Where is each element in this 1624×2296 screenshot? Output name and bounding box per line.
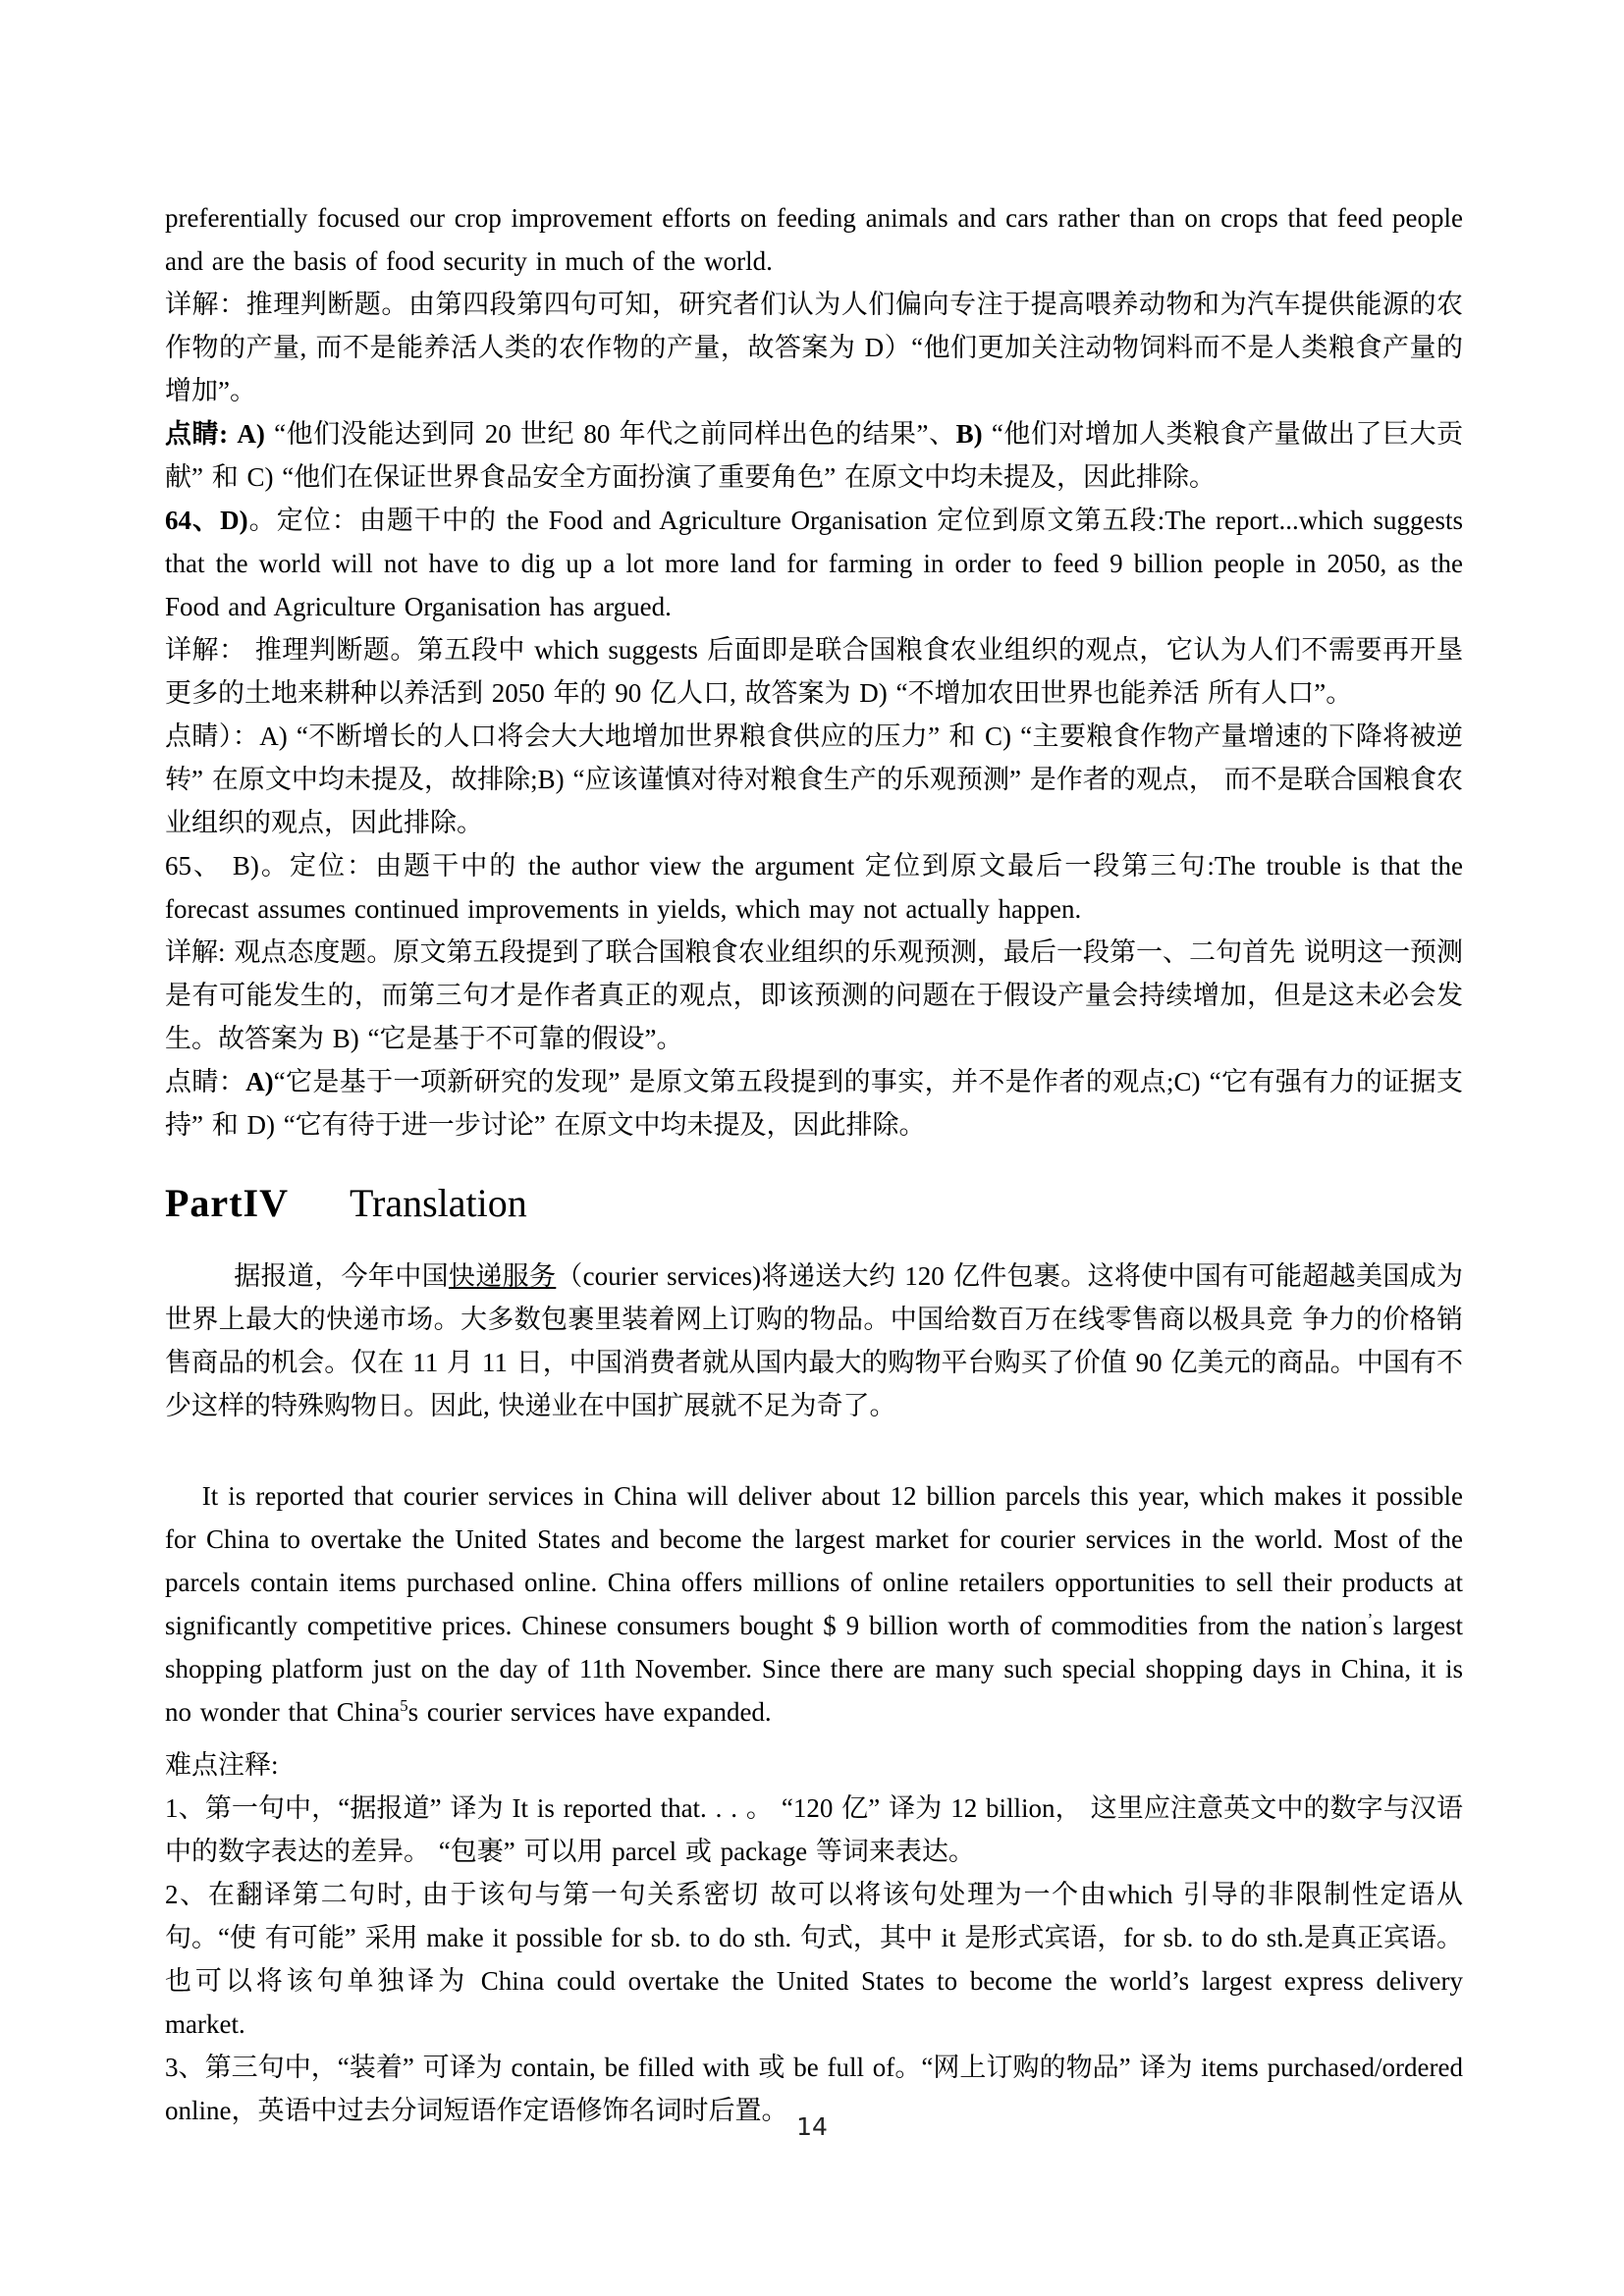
text-run: “它是基于一项新研究的发现” 是原文第五段提到的事实，并不是作者的观点;C) “它有强有力的证据支持” 和 D) “它有待于进一步讨论” 在原文中均未提及，因此排除。 xyxy=(165,1067,1464,1140)
q65-answer-location xyxy=(165,844,1463,931)
text-run: It is reported that courier services in China will deliver about 12 billion parcels this year, which makes it possible for China to overtake the United States and become the largest market for courier services in the world. Most of the parcels contain items purchased online. China offers millions of online retailers opportunities to sell their products at significantly competitive prices. Chinese consumers bought $ 9 billion worth of commodities from the nation xyxy=(165,1481,1463,1640)
page-content xyxy=(165,196,1463,2132)
text-run: 据报道，今年中国 xyxy=(234,1261,449,1291)
translation-target-english xyxy=(165,1474,1463,1734)
q63-detailed-explanation xyxy=(165,283,1463,412)
text-run: A) xyxy=(245,1067,274,1096)
text-run: 3、第三句中，“装着” 可译为 contain, be filled with 或 be full of。“网上订购的物品” 译为 items purchased/ordered online，英语中过去分词短语作定语修饰名词时后置。 xyxy=(165,2053,1463,2125)
text-run: 难点注释: xyxy=(165,1750,279,1780)
text-run: “他们没能达到同 20 世纪 80 年代之前同样出色的结果”、 xyxy=(264,419,956,449)
text-run: s courier services have expanded. xyxy=(407,1697,772,1727)
text-run: 。定位：由题干中的 the Food and Agriculture Organisation 定位到原文第五段:The report...which suggests that the world will not have to dig up a lot more land for farming in order to feed 9 billion people in 2050, as the Food and Agriculture Organisation has argued. xyxy=(165,506,1463,621)
note-1 xyxy=(165,1787,1463,1873)
text-run: preferentially focused our crop improvement efforts on feeding animals and cars rather than on crops that feed people and are the basis of food security in much of the world. xyxy=(165,203,1463,276)
q64-tips xyxy=(165,715,1463,844)
text-run: 2、在翻译第二句时, 由于该句与第一句关系密切 故可以将该句处理为一个由which 引导的非限制性定语从句。“使 有可能” 采用 make it possible for sb. to do sth. 句式，其中 it 是形式宾语，for sb. to do sth.是真正宾语。也可以将该句单独译为 China could overtake the United States to become the world’s largest express delivery market. xyxy=(165,1880,1463,2039)
text-run: 详解：推理判断题。由第四段第四句可知，研究者们认为人们偏向专注于提高喂养动物和为汽车提供能源的农作物的产量, 而不是能养活人类的农作物的产量，故答案为 D）“他们更加关注动物饲料而不是人类粮食产量的增加”。 xyxy=(165,290,1463,405)
text-run: “他们对增加人类粮食产量做出了巨大贡献” 和 C) “他们在保证世界食品安全方面扮演了重要角色” 在原文中均未提及，因此排除。 xyxy=(165,419,1464,492)
text-run: 详解: 观点态度题。原文第五段提到了联合国粮食农业组织的乐观预测，最后一段第一、二句首先 说明这一预测是有可能发生的，而第三句才是作者真正的观点，即该预测的问题在于假设产量会持续增加，但是这未必会发生。故答案为 B) “它是基于不可靠的假设”。 xyxy=(165,937,1463,1053)
text-run: 点睛: xyxy=(165,419,238,449)
text-run: 5 xyxy=(400,1696,408,1715)
q64-detailed-explanation xyxy=(165,628,1463,715)
text-run: （courier services)将递送大约 120 亿件包裹。这将使中国有可能超越美国成为世界上最大的快递市场。大多数包裹里装着网上订购的物品。中国给数百万在线零售商以极具竞 争力的价格销售商品的机会。仅在 11 月 11 日，中国消费者就从国内最大的购物平台购买了价值 90 亿美元的商品。中国有不少这样的特殊购物日。因此, 快递业在中国扩展就不足为奇了。 xyxy=(165,1261,1464,1420)
q63-tips xyxy=(165,412,1463,499)
page-number: 14 xyxy=(796,2112,828,2141)
text-run: 1、第一句中，“据报道” 译为 It is reported that. . . 。 “120 亿” 译为 12 billion， 这里应注意英文中的数字与汉语中的数字表达的差异。 “包裹” 可以用 parcel 或 package 等词来表达。 xyxy=(165,1793,1463,1866)
text-run: 点睛： xyxy=(165,1067,246,1096)
text-run: 64、D) xyxy=(165,506,248,535)
notes-title xyxy=(165,1743,1463,1787)
note-2 xyxy=(165,1873,1463,2046)
section-title: Translation xyxy=(349,1181,527,1225)
text-run: A) xyxy=(237,419,265,449)
q64-answer-location xyxy=(165,499,1463,628)
text-run: 65、 B)。定位：由题干中的 the author view the argument 定位到原文最后一段第三句:The trouble is that the forecast assumes continued improvements in yields, which may not actually happen. xyxy=(165,851,1463,924)
text-run: ’ xyxy=(1367,1610,1374,1629)
reading-answer-continuation xyxy=(165,196,1463,283)
part4-translation-heading xyxy=(165,1180,1463,1227)
translation-source-chinese xyxy=(165,1255,1463,1427)
text-run: 点睛）：A) “不断增长的人口将会大大地增加世界粮食供应的压力” 和 C) “主要粮食作物产量增速的下降将被逆转” 在原文中均未提及，故排除;B) “应该谨慎对待对粮食生产的乐观预测” 是作者的观点， 而不是联合国粮食农业组织的观点，因此排除。 xyxy=(165,721,1463,837)
part-label: PartIV xyxy=(165,1181,289,1225)
text-run: s largest shopping platform just on the day of 11th November. Since there are many such special shopping days in China, it is no wonder that China xyxy=(165,1611,1463,1727)
q65-detailed-explanation xyxy=(165,931,1463,1060)
text-run: 快递服务 xyxy=(448,1261,557,1291)
text-run: B) xyxy=(955,419,983,449)
q65-tips xyxy=(165,1060,1463,1147)
text-run: 详解： 推理判断题。第五段中 which suggests 后面即是联合国粮食农业组织的观点，它认为人们不需要再开垦更多的土地来耕种以养活到 2050 年的 90 亿人口, 故答案为 D) “不增加农田世界也能养活 所有人口”。 xyxy=(165,635,1463,708)
